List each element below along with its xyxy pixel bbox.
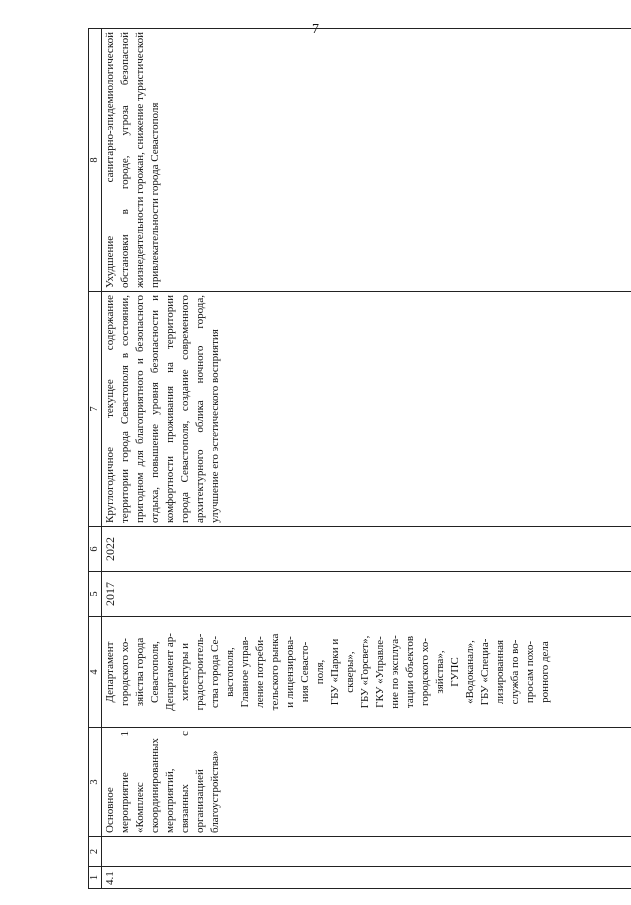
executor-line: тельского рынка: [269, 633, 281, 711]
header-cell-7: 7: [89, 292, 102, 527]
header-cell-3: 3: [89, 728, 102, 837]
executor-line: ГУПС: [449, 657, 461, 687]
header-cell-5: 5: [89, 572, 102, 617]
row-number-cell: 4.1: [102, 867, 631, 889]
executor-line: «Водоканал»,: [464, 640, 476, 704]
row-col2-cell: [102, 837, 631, 867]
executor-line: тации объектов: [404, 635, 416, 709]
table-row: [102, 29, 631, 889]
executor-line: и лицензирова-: [284, 636, 296, 708]
executor-line: зяйства города: [134, 637, 146, 707]
executors-cell: [102, 617, 631, 728]
executor-line: городского хо-: [119, 638, 131, 706]
executor-line: Департамент ар-: [164, 633, 176, 711]
consequences-cell: Ухудшение санитарно-эпидемиологической обстановки в городе, угроза безопасной жизнедеятельности горожан, снижение туристической привлекательности города Севастополя: [102, 29, 631, 292]
measures-table: [88, 28, 631, 889]
executor-line: ГБУ «Специа-: [479, 638, 491, 706]
executor-line: ства города Се-: [209, 635, 221, 709]
executor-line: городского хо-: [419, 638, 431, 706]
header-cell-8: 8: [89, 29, 102, 292]
table-header-row: [89, 29, 102, 889]
executor-line: хитектуры и: [179, 643, 191, 701]
executor-line: ГКУ «Управле-: [374, 636, 386, 708]
executor-line: ние по эксплуа-: [389, 635, 401, 709]
executor-line: скверы»,: [344, 651, 356, 693]
executor-line: лизированная: [494, 639, 506, 705]
executor-line: зяйства»,: [434, 650, 446, 694]
rotated-table-container: [88, 29, 631, 889]
executor-line: Департамент: [104, 641, 116, 703]
executor-line: поля,: [314, 659, 326, 685]
measure-name-cell: Основное мероприятие 1 «Комплекс скоординированных мероприятий, связанных с организацией благоустройства»: [102, 728, 631, 837]
executor-line: ление потреби-: [254, 636, 266, 708]
executor-line: ронного дела: [539, 641, 551, 703]
executor-line: Главное управ-: [239, 636, 251, 708]
executor-line: градостроитель-: [194, 633, 206, 711]
executor-line: вастополя,: [224, 647, 236, 697]
executor-line: ния Севасто-: [299, 641, 311, 703]
header-cell-4: 4: [89, 617, 102, 728]
start-year-cell: 2017: [102, 572, 631, 617]
executor-line: служба по во-: [509, 639, 521, 705]
executor-line: ГБУ «Парки и: [329, 638, 341, 706]
header-cell-6: 6: [89, 527, 102, 572]
executor-line: Севастополя,: [149, 641, 161, 703]
executor-line: просам похо-: [524, 640, 536, 704]
end-year-cell: 2022: [102, 527, 631, 572]
executor-line: ГБУ «Горсвет»,: [359, 635, 371, 709]
expected-result-cell: Круглогодичное текущее содержание территории города Севастополя в состоянии, пригодном для благоприятного и безопасного отдыха, повышение уровня безопасности и комфортности проживания на территории города Севастополя, создание современного архитектурного облика ночного города, улучшение его эстетического восприятия: [102, 292, 631, 527]
header-cell-2: 2: [89, 837, 102, 867]
page-number: 7: [312, 22, 319, 37]
header-cell-1: 1: [89, 867, 102, 889]
